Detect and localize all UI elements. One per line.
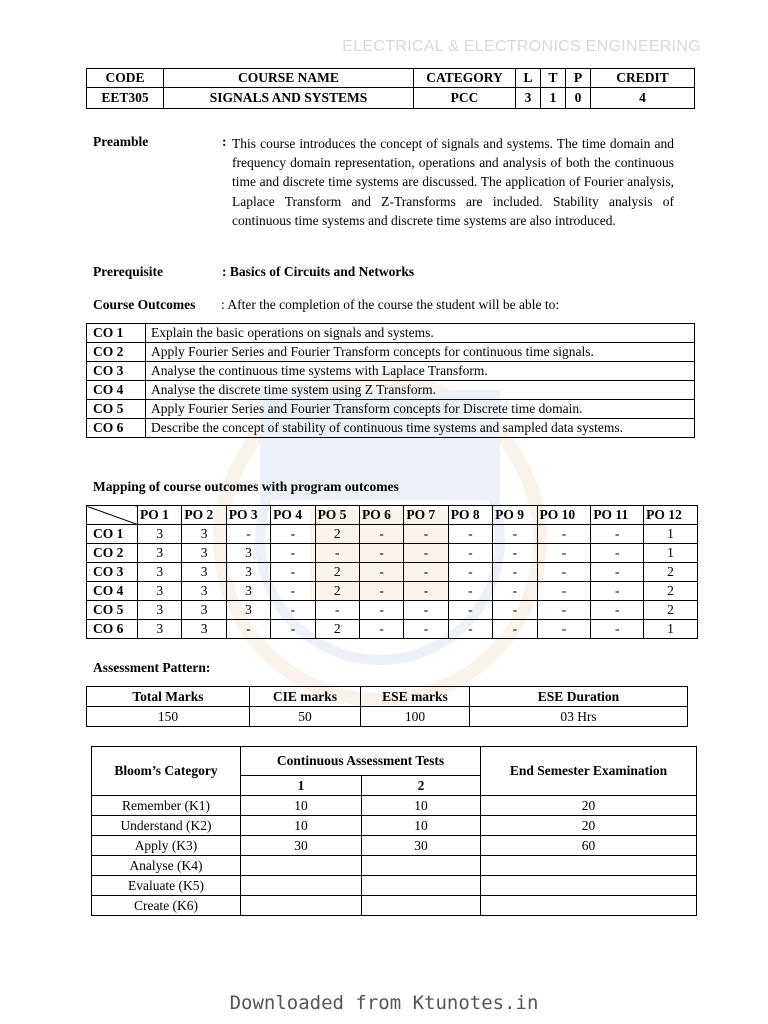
prerequisite-label: Prerequisite bbox=[93, 264, 163, 279]
mapping-row bbox=[87, 620, 698, 639]
mapping-cell: - bbox=[271, 582, 315, 601]
mapping-cell: - bbox=[271, 525, 315, 544]
course-outcome-row bbox=[87, 381, 695, 400]
mapping-header-row bbox=[87, 506, 698, 525]
mapping-co-id: CO 3 bbox=[87, 563, 138, 582]
cie-marks-value: 50 bbox=[250, 707, 361, 727]
mapping-co-id: CO 2 bbox=[87, 544, 138, 563]
po-header: PO 4 bbox=[271, 506, 315, 525]
blooms-category: Remember (K1) bbox=[92, 796, 241, 816]
cat-header: Continuous Assessment Tests bbox=[241, 747, 481, 776]
tutorial-hours: 1 bbox=[541, 88, 566, 109]
mapping-row bbox=[87, 582, 698, 601]
test-1-marks bbox=[241, 896, 362, 916]
mapping-cell: 1 bbox=[644, 620, 698, 639]
course-outcome-row bbox=[87, 324, 695, 343]
co-description: Analyse the continuous time systems with Laplace Transform. bbox=[146, 362, 695, 381]
mapping-cell: - bbox=[271, 563, 315, 582]
blooms-category: Analyse (K4) bbox=[92, 856, 241, 876]
co-description: Apply Fourier Series and Fourier Transform concepts for continuous time signals. bbox=[146, 343, 695, 362]
mapping-cell: - bbox=[404, 620, 448, 639]
mapping-cell: 3 bbox=[138, 525, 182, 544]
course-info-table bbox=[86, 68, 695, 109]
corner-cell bbox=[87, 506, 138, 525]
mapping-cell: - bbox=[493, 525, 537, 544]
mapping-cell: - bbox=[315, 544, 359, 563]
ese-marks bbox=[481, 876, 697, 896]
preamble-label: Preamble bbox=[93, 134, 149, 149]
course-outcome-row bbox=[87, 419, 695, 438]
course-name: SIGNALS AND SYSTEMS bbox=[164, 88, 414, 109]
mapping-row bbox=[87, 563, 698, 582]
mapping-cell: - bbox=[359, 620, 403, 639]
mapping-cell: - bbox=[493, 582, 537, 601]
mapping-cell: 2 bbox=[315, 563, 359, 582]
po-header: PO 10 bbox=[537, 506, 591, 525]
mapping-cell: - bbox=[271, 620, 315, 639]
mapping-cell: 2 bbox=[315, 525, 359, 544]
co-id: CO 6 bbox=[87, 419, 146, 438]
mapping-cell: 2 bbox=[315, 582, 359, 601]
po-header: PO 6 bbox=[359, 506, 403, 525]
mapping-cell: - bbox=[359, 601, 403, 620]
co-id: CO 4 bbox=[87, 381, 146, 400]
po-header: PO 9 bbox=[493, 506, 537, 525]
mapping-cell: 3 bbox=[182, 544, 226, 563]
test-2-marks bbox=[362, 896, 481, 916]
total-marks-value: 150 bbox=[87, 707, 250, 727]
mapping-cell: - bbox=[448, 620, 492, 639]
mapping-co-id: CO 5 bbox=[87, 601, 138, 620]
ese-marks bbox=[481, 856, 697, 876]
mapping-cell: - bbox=[359, 563, 403, 582]
mapping-cell: - bbox=[271, 601, 315, 620]
mapping-cell: 3 bbox=[182, 525, 226, 544]
p-header: P bbox=[566, 69, 591, 88]
test-2-marks: 30 bbox=[362, 836, 481, 856]
blooms-row bbox=[92, 856, 697, 876]
mapping-cell: - bbox=[493, 620, 537, 639]
blooms-category: Create (K6) bbox=[92, 896, 241, 916]
preamble-text: This course introduces the concept of signals and systems. The time domain and frequency domain representation, operations and analysis of both the continuous time and discrete time systems are discussed. The application of Fourier analysis, Laplace Transform and Z-Transforms are included. Stability analysis of continuous time systems and discrete time systems are also introduced. bbox=[232, 136, 674, 228]
co-description: Describe the concept of stability of continuous time systems and sampled data systems. bbox=[146, 419, 695, 438]
mapping-cell: - bbox=[537, 563, 591, 582]
mapping-cell: - bbox=[404, 525, 448, 544]
lecture-hours: 3 bbox=[516, 88, 541, 109]
mapping-co-id: CO 4 bbox=[87, 582, 138, 601]
mapping-cell: - bbox=[591, 563, 644, 582]
co-id: CO 5 bbox=[87, 400, 146, 419]
course-category: PCC bbox=[414, 88, 516, 109]
mapping-cell: - bbox=[591, 620, 644, 639]
mapping-cell: - bbox=[404, 582, 448, 601]
credit-value: 4 bbox=[591, 88, 695, 109]
mapping-cell: - bbox=[271, 544, 315, 563]
blooms-category: Understand (K2) bbox=[92, 816, 241, 836]
mapping-cell: - bbox=[448, 601, 492, 620]
test-1-marks: 30 bbox=[241, 836, 362, 856]
mapping-cell: 3 bbox=[182, 582, 226, 601]
blooms-row bbox=[92, 816, 697, 836]
blooms-row bbox=[92, 836, 697, 856]
mapping-cell: 3 bbox=[226, 563, 270, 582]
mapping-cell: - bbox=[537, 620, 591, 639]
mapping-cell: 3 bbox=[138, 620, 182, 639]
mapping-cell: - bbox=[226, 525, 270, 544]
mapping-cell: - bbox=[359, 544, 403, 563]
mapping-cell: - bbox=[404, 601, 448, 620]
co-po-mapping-table bbox=[86, 505, 698, 639]
mapping-cell: - bbox=[404, 563, 448, 582]
preamble-colon: : bbox=[222, 134, 227, 149]
blooms-row bbox=[92, 796, 697, 816]
mapping-cell: 3 bbox=[182, 620, 226, 639]
ese-marks: 60 bbox=[481, 836, 697, 856]
co-id: CO 2 bbox=[87, 343, 146, 362]
mapping-cell: - bbox=[493, 601, 537, 620]
po-header: PO 2 bbox=[182, 506, 226, 525]
mapping-heading: Mapping of course outcomes with program outcomes bbox=[93, 479, 399, 494]
t-header: T bbox=[541, 69, 566, 88]
po-header: PO 8 bbox=[448, 506, 492, 525]
po-header: PO 3 bbox=[226, 506, 270, 525]
mapping-cell: - bbox=[493, 544, 537, 563]
mapping-cell: - bbox=[226, 620, 270, 639]
test-2-header: 2 bbox=[362, 776, 481, 796]
test-1-marks bbox=[241, 856, 362, 876]
mapping-cell: - bbox=[448, 544, 492, 563]
l-header: L bbox=[516, 69, 541, 88]
mapping-cell: - bbox=[359, 582, 403, 601]
mapping-cell: 3 bbox=[138, 601, 182, 620]
code-header: CODE bbox=[87, 69, 164, 88]
practical-hours: 0 bbox=[566, 88, 591, 109]
category-header: CATEGORY bbox=[414, 69, 516, 88]
mapping-cell: 3 bbox=[182, 563, 226, 582]
course-outcome-row bbox=[87, 343, 695, 362]
mapping-cell: 3 bbox=[138, 563, 182, 582]
ese-marks: 20 bbox=[481, 796, 697, 816]
test-1-marks: 10 bbox=[241, 796, 362, 816]
blooms-category: Apply (K3) bbox=[92, 836, 241, 856]
po-header: PO 11 bbox=[591, 506, 644, 525]
mapping-cell: - bbox=[493, 563, 537, 582]
department-header: ELECTRICAL & ELECTRONICS ENGINEERING bbox=[342, 38, 701, 55]
mapping-cell: - bbox=[591, 582, 644, 601]
mapping-cell: - bbox=[537, 582, 591, 601]
prerequisite-text: : Basics of Circuits and Networks bbox=[222, 264, 415, 279]
ese-marks-value: 100 bbox=[361, 707, 470, 727]
co-id: CO 1 bbox=[87, 324, 146, 343]
ese-duration-header: ESE Duration bbox=[470, 687, 688, 707]
test-1-marks bbox=[241, 876, 362, 896]
mapping-cell: 3 bbox=[226, 582, 270, 601]
po-header: PO 1 bbox=[138, 506, 182, 525]
mapping-cell: 2 bbox=[644, 601, 698, 620]
course-outcomes-table bbox=[86, 323, 695, 438]
mapping-cell: 3 bbox=[138, 582, 182, 601]
mapping-cell: 2 bbox=[644, 582, 698, 601]
mapping-cell: 3 bbox=[182, 601, 226, 620]
course-name-header: COURSE NAME bbox=[164, 69, 414, 88]
mapping-row bbox=[87, 544, 698, 563]
blooms-category-header: Bloom’s Category bbox=[92, 747, 241, 796]
test-1-marks: 10 bbox=[241, 816, 362, 836]
total-marks-header: Total Marks bbox=[87, 687, 250, 707]
test-2-marks: 10 bbox=[362, 816, 481, 836]
test-2-marks: 10 bbox=[362, 796, 481, 816]
ese-exam-header: End Semester Examination bbox=[481, 747, 697, 796]
test-2-marks bbox=[362, 876, 481, 896]
test-2-marks bbox=[362, 856, 481, 876]
blooms-category: Evaluate (K5) bbox=[92, 876, 241, 896]
course-outcome-row bbox=[87, 362, 695, 381]
mapping-cell: 1 bbox=[644, 525, 698, 544]
mapping-cell: - bbox=[448, 525, 492, 544]
assessment-heading: Assessment Pattern: bbox=[93, 660, 211, 675]
course-outcome-row bbox=[87, 400, 695, 419]
mapping-cell: - bbox=[448, 582, 492, 601]
mapping-co-id: CO 1 bbox=[87, 525, 138, 544]
course-outcomes-label: Course Outcomes bbox=[93, 297, 196, 312]
ese-marks: 20 bbox=[481, 816, 697, 836]
co-description: Apply Fourier Series and Fourier Transform concepts for Discrete time domain. bbox=[146, 400, 695, 419]
mapping-cell: - bbox=[537, 601, 591, 620]
po-header: PO 12 bbox=[644, 506, 698, 525]
ese-duration-value: 03 Hrs bbox=[470, 707, 688, 727]
download-footer: Downloaded from Ktunotes.in bbox=[229, 992, 539, 1014]
co-description: Analyse the discrete time system using Z Transform. bbox=[146, 381, 695, 400]
mapping-cell: 3 bbox=[226, 544, 270, 563]
mapping-co-id: CO 6 bbox=[87, 620, 138, 639]
ese-marks bbox=[481, 896, 697, 916]
mapping-cell: - bbox=[359, 525, 403, 544]
mapping-cell: 1 bbox=[644, 544, 698, 563]
po-header: PO 7 bbox=[404, 506, 448, 525]
co-id: CO 3 bbox=[87, 362, 146, 381]
test-1-header: 1 bbox=[241, 776, 362, 796]
blooms-row bbox=[92, 876, 697, 896]
ese-marks-header: ESE marks bbox=[361, 687, 470, 707]
course-code: EET305 bbox=[87, 88, 164, 109]
mapping-cell: 2 bbox=[315, 620, 359, 639]
mapping-cell: - bbox=[315, 601, 359, 620]
mapping-cell: - bbox=[537, 544, 591, 563]
mapping-cell: - bbox=[591, 601, 644, 620]
mapping-cell: 3 bbox=[226, 601, 270, 620]
assessment-pattern-table bbox=[86, 686, 688, 727]
po-header: PO 5 bbox=[315, 506, 359, 525]
blooms-row bbox=[92, 896, 697, 916]
blooms-table bbox=[91, 746, 697, 916]
mapping-cell: - bbox=[591, 544, 644, 563]
mapping-row bbox=[87, 601, 698, 620]
mapping-cell: 2 bbox=[644, 563, 698, 582]
mapping-cell: - bbox=[537, 525, 591, 544]
mapping-row bbox=[87, 525, 698, 544]
co-description: Explain the basic operations on signals and systems. bbox=[146, 324, 695, 343]
credit-header: CREDIT bbox=[591, 69, 695, 88]
cie-marks-header: CIE marks bbox=[250, 687, 361, 707]
mapping-cell: - bbox=[404, 544, 448, 563]
mapping-cell: 3 bbox=[138, 544, 182, 563]
mapping-cell: - bbox=[591, 525, 644, 544]
mapping-cell: - bbox=[448, 563, 492, 582]
course-outcomes-intro: : After the completion of the course the student will be able to: bbox=[221, 297, 560, 312]
